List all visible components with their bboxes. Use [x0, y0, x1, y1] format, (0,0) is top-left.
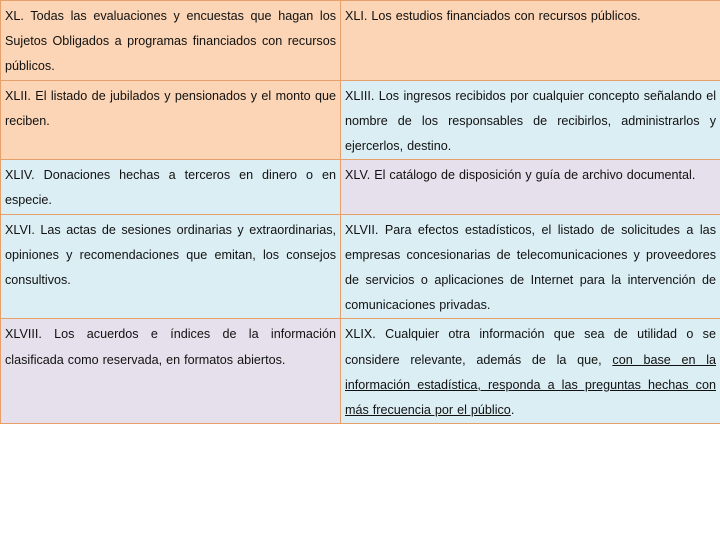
item-xl-cell: XL. Todas las evaluaciones y encuestas que hagan los Sujetos Obligados a programas financiados con recursos públicos. — [1, 1, 341, 81]
table-row — [1, 1, 720, 81]
item-xlvii-cell: XLVII. Para efectos estadísticos, el listado de solicitudes a las empresas concesionarias de telecomunicaciones y proveedores de servicios o aplicaciones de Internet para la intervención de comunicaciones privadas. — [341, 214, 720, 319]
item-xlix-underlined-text: con base en la información estadística, responda a las preguntas hechas con más frecuencia por el público — [345, 352, 717, 418]
table-row — [1, 160, 720, 214]
item-xlv-cell: XLV. El catálogo de disposición y guía de archivo documental. — [341, 160, 720, 214]
item-xlviii-cell: XLVIII. Los acuerdos e índices de la información clasificada como reservada, en formatos abiertos. — [1, 319, 341, 424]
item-xliii-cell: XLIII. Los ingresos recibidos por cualquier concepto señalando el nombre de los responsables de recibirlos, administrarlos y ejercerlos, destino. — [341, 80, 720, 160]
item-xlix-cell — [341, 319, 720, 424]
item-xlix-end: . — [510, 403, 515, 418]
item-xlii-cell: XLII. El listado de jubilados y pensionados y el monto que reciben. — [1, 80, 341, 160]
item-xli-cell: XLI. Los estudios financiados con recursos públicos. — [341, 1, 720, 81]
table-row — [1, 80, 720, 160]
table-row — [1, 319, 720, 424]
item-xlix-text: XLIX. Cualquier otra información que sea de utilidad o se considere relevante, además de la que, — [345, 327, 716, 367]
item-xlvi-cell: XLVI. Las actas de sesiones ordinarias y extraordinarias, opiniones y recomendaciones que emitan, los consejos consultivos. — [1, 214, 341, 319]
item-xliv-cell: XLIV. Donaciones hechas a terceros en dinero o en especie. — [1, 160, 341, 214]
table-row — [1, 214, 720, 319]
